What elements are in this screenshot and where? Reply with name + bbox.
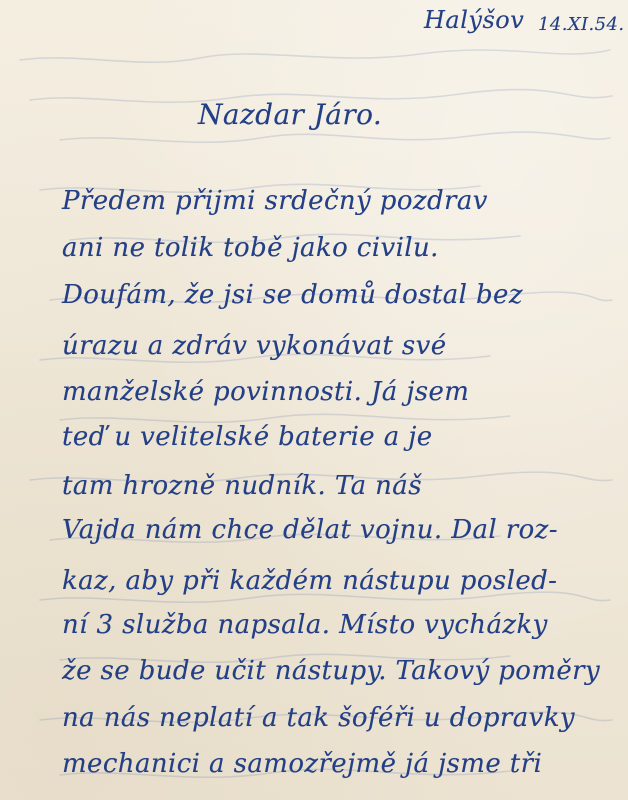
letter-line: kaz, aby při každém nástupu posled-	[62, 566, 558, 596]
letter-line: na nás neplatí a tak šoféři u dopravky	[62, 703, 575, 733]
letter-line: Předem přijmi srdečný pozdrav	[62, 186, 488, 216]
letter-line: teď u velitelské baterie a je	[62, 422, 433, 452]
letter-line: tam hrozně nudník. Ta náš	[62, 471, 422, 501]
letter-line: manželské povinnosti. Já jsem	[62, 377, 470, 407]
letter-line: mechanici a samozřejmě já jsme tři	[62, 749, 543, 779]
letter-line: ní 3 služba napsala. Místo vycházky	[62, 610, 548, 640]
letter-place: Halýšov	[424, 6, 525, 34]
letter-salutation: Nazdar Járo.	[198, 98, 383, 131]
letter-line: úrazu a zdráv vykonávat své	[62, 331, 447, 361]
letter-line: ani ne tolik tobě jako civilu.	[62, 233, 439, 263]
letter-date: 14.XI.54.	[538, 14, 625, 35]
letter-line: Doufám, že jsi se domů dostal bez	[62, 280, 523, 310]
letter-line: Vajda nám chce dělat vojnu. Dal roz-	[62, 515, 558, 545]
letter-line: že se bude učit nástupy. Takový poměry	[62, 656, 601, 686]
